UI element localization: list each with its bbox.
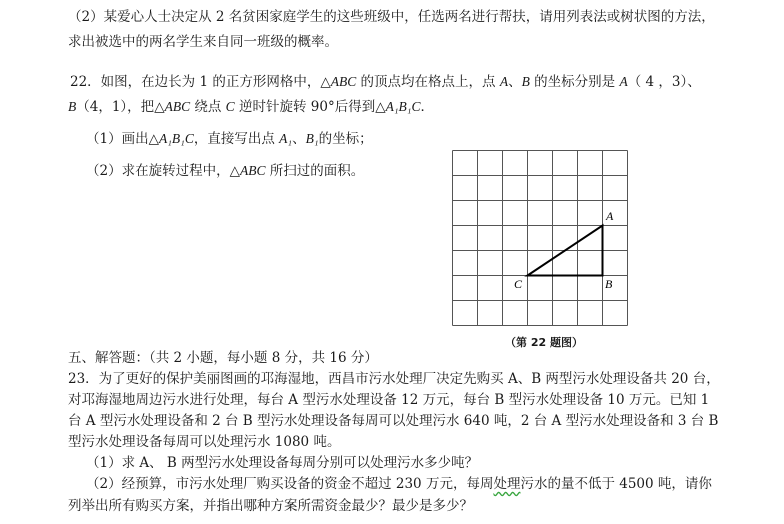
q22-text: ，直接写出点 bbox=[193, 131, 280, 147]
point-c-label: C bbox=[514, 277, 523, 291]
label-a1b1c: A₁B₁C bbox=[158, 131, 194, 146]
triangle-symbol: △ bbox=[154, 99, 165, 115]
q22-text: 的坐标； bbox=[318, 131, 373, 147]
q22-text: ． bbox=[420, 99, 434, 115]
label-b: B bbox=[521, 74, 530, 89]
grid-lines bbox=[453, 151, 628, 326]
q23-text: 污水的量不低于 4500 吨，请你 bbox=[520, 476, 712, 492]
q22-text: 逆时针旋转 90°后得到 bbox=[234, 99, 376, 115]
q22-text: 所扫过的面积。 bbox=[265, 163, 365, 179]
figure-caption: （第 22 题图） bbox=[505, 336, 583, 349]
coord-b: （4，1），把 bbox=[76, 99, 155, 115]
label-a1b1c: A₁B₁C bbox=[385, 99, 421, 114]
q23-part2-line1 bbox=[86, 475, 712, 493]
label-abc: ABC bbox=[239, 163, 266, 178]
q22-grid-figure bbox=[452, 150, 632, 330]
q21-part2-line2: 求出被选中的两名学生来自同一班级的概率。 bbox=[68, 34, 338, 50]
q23-part1: （1）求 A、 B 两型污水处理设备每周分别可以处理污水多少吨？ bbox=[86, 455, 479, 471]
q22-sub2 bbox=[86, 162, 364, 180]
section-5-heading: 五、解答题：（共 2 小题，每小题 8 分，共 16 分） bbox=[68, 350, 378, 366]
q22-text: 、 bbox=[292, 131, 306, 147]
label-a: A bbox=[619, 74, 628, 89]
q22-text: 的顶点均在格点上，点 bbox=[356, 74, 500, 90]
q22-line1 bbox=[70, 73, 701, 91]
label-a: A bbox=[499, 74, 509, 89]
q21-part2-line1: （2）某爱心人士决定从 2 名贫困家庭学生的这些班级中，任选两名进行帮扶，请用列表法或树状图的方法， bbox=[68, 9, 715, 25]
q22-text: 、 bbox=[508, 74, 522, 90]
triangle-symbol: △ bbox=[375, 99, 386, 115]
q23-part2-line2: 列举出所有购买方案，并指出哪种方案所需资金最少？最少是多少？ bbox=[68, 498, 473, 514]
q23-line3: 台 A 型污水处理设备和 2 台 B 型污水处理设备每周可以处理污水 640 吨，2 台 A 型污水处理设备和 3 台 B bbox=[68, 413, 719, 429]
q22-text: 的坐标分别是 bbox=[529, 74, 620, 90]
spellcheck-underlined-word: 处理 bbox=[493, 476, 521, 492]
point-b-label: B bbox=[605, 277, 613, 291]
q22-text: （1）画出 bbox=[86, 131, 149, 147]
q22-text: （2）求在旋转过程中， bbox=[86, 163, 230, 179]
coord-a: （ 4 ，3）、 bbox=[627, 74, 701, 90]
q23-line4: 型污水处理设备每周可以处理污水 1080 吨。 bbox=[68, 434, 341, 450]
triangle-symbol: △ bbox=[320, 74, 331, 90]
label-b1: B₁ bbox=[305, 131, 319, 146]
q22-text: 22．如图，在边长为 1 的正方形网格中， bbox=[70, 74, 321, 90]
label-abc: ABC bbox=[330, 74, 357, 89]
triangle-symbol: △ bbox=[148, 131, 159, 147]
label-c: C bbox=[225, 99, 235, 114]
triangle-symbol: △ bbox=[229, 163, 240, 179]
q23-text: （2）经预算，市污水处理厂购买设备的资金不超过 230 万元，每周 bbox=[86, 476, 494, 492]
q22-line2 bbox=[68, 98, 434, 116]
q23-line2: 对邛海湿地周边污水进行处理，每台 A 型污水处理设备 12 万元，每台 B 型污水处理设备 10 万元。已知 1 bbox=[68, 392, 710, 408]
q23-line1: 23．为了更好的保护美丽图画的邛海湿地，西昌市污水处理厂决定先购买 A、B 两型污水处理设备共 20 台， bbox=[68, 371, 720, 387]
point-a-label: A bbox=[606, 209, 614, 223]
label-abc: ABC bbox=[164, 99, 191, 114]
label-a1: A₁ bbox=[279, 131, 293, 146]
q22-sub1 bbox=[86, 130, 373, 148]
q22-text: 绕点 bbox=[190, 99, 226, 115]
label-b: B bbox=[68, 99, 77, 114]
